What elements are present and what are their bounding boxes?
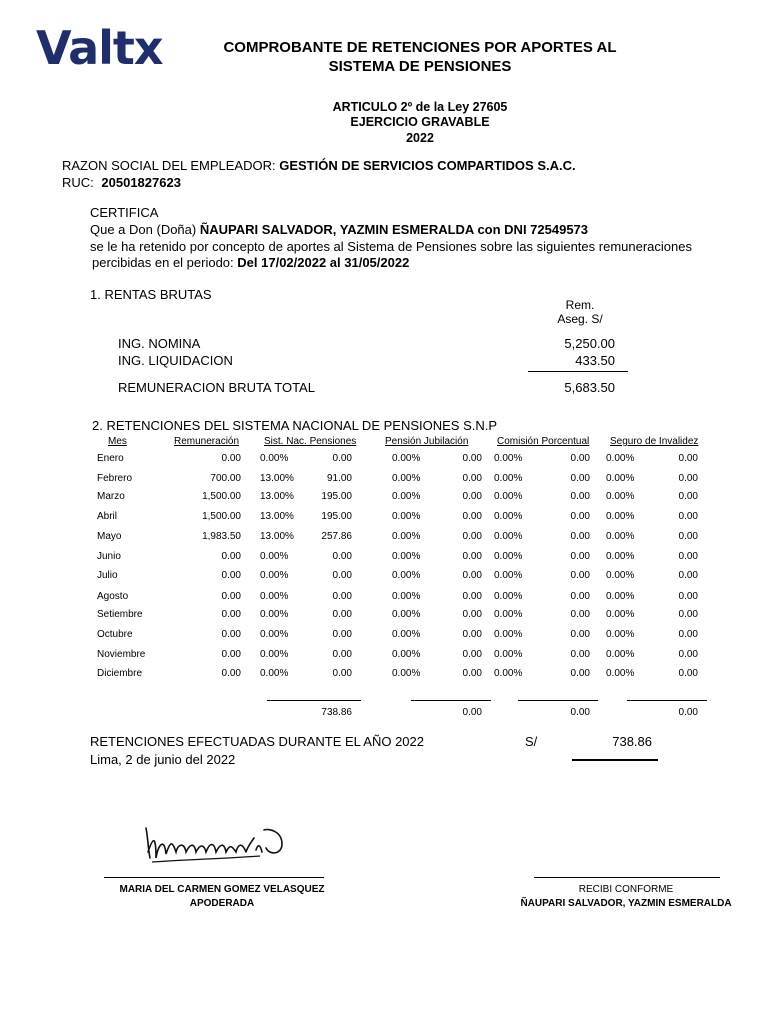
cell-snp-rate: 0.00% (260, 629, 289, 640)
cell-snp-amount: 0.00 (332, 649, 352, 660)
cell-snp-rate: 13.00% (260, 491, 294, 502)
ruc-line (62, 175, 181, 190)
total-insurance: 0.00 (678, 707, 698, 718)
cell-commission-amount: 0.00 (570, 491, 590, 502)
section1-heading: 1. RENTAS BRUTAS (90, 287, 212, 302)
col-header-commission: Comisión Porcentual (497, 436, 590, 447)
total-rule-commission (518, 700, 598, 701)
income-row-label: ING. NOMINA (118, 336, 201, 351)
cell-pension-rate: 0.00% (392, 668, 421, 679)
cell-commission-amount: 0.00 (570, 551, 590, 562)
cell-pension-amount: 0.00 (462, 629, 482, 640)
cell-pension-amount: 0.00 (462, 668, 482, 679)
cell-pension-amount: 0.00 (462, 531, 482, 542)
total-commission: 0.00 (570, 707, 590, 718)
cell-pension-amount: 0.00 (462, 649, 482, 660)
employer-label: RAZON SOCIAL DEL EMPLEADOR: (62, 158, 276, 173)
section2-heading: 2. RETENCIONES DEL SISTEMA NACIONAL DE PENSIONES S.N.P (92, 418, 498, 433)
received-label: RECIBI CONFORME (578, 884, 674, 895)
cell-pension-rate: 0.00% (392, 473, 421, 484)
cell-insurance-amount: 0.00 (678, 609, 698, 620)
cell-snp-amount: 0.00 (332, 570, 352, 581)
cell-remuneration: 1,500.00 (202, 491, 241, 502)
cell-commission-amount: 0.00 (570, 473, 590, 484)
cell-snp-rate: 13.00% (260, 473, 294, 484)
signer-role: APODERADA (189, 898, 255, 909)
cell-commission-rate: 0.00% (494, 511, 523, 522)
cell-remuneration: 0.00 (221, 453, 241, 464)
cell-insurance-amount: 0.00 (678, 531, 698, 542)
employer-name: GESTIÓN DE SERVICIOS COMPARTIDOS S.A.C. (279, 158, 576, 173)
cell-snp-rate: 0.00% (260, 551, 289, 562)
cell-insurance-rate: 0.00% (606, 531, 635, 542)
cell-month: Junio (97, 551, 121, 562)
cell-month: Mayo (97, 531, 122, 542)
cell-commission-amount: 0.00 (570, 531, 590, 542)
cell-remuneration: 0.00 (221, 570, 241, 581)
certify-prefix: Que a Don (Doña) (90, 222, 197, 237)
certify-person-line (90, 222, 588, 237)
cell-pension-amount: 0.00 (462, 511, 482, 522)
summary-label: RETENCIONES EFECTUADAS DURANTE EL AÑO 2022 (90, 734, 424, 749)
cell-snp-rate: 0.00% (260, 649, 289, 660)
receiver-name: ÑAUPARI SALVADOR, YAZMIN ESMERALDA (520, 898, 732, 909)
cell-commission-amount: 0.00 (570, 649, 590, 660)
cell-commission-amount: 0.00 (570, 668, 590, 679)
cell-snp-rate: 0.00% (260, 570, 289, 581)
cell-insurance-amount: 0.00 (678, 453, 698, 464)
cell-insurance-amount: 0.00 (678, 551, 698, 562)
cell-remuneration: 1,983.50 (202, 531, 241, 542)
cell-commission-rate: 0.00% (494, 649, 523, 660)
cell-insurance-rate: 0.00% (606, 609, 635, 620)
cell-pension-rate: 0.00% (392, 591, 421, 602)
cell-snp-rate: 0.00% (260, 668, 289, 679)
col-header-remuneration: Remuneración (174, 436, 240, 447)
summary-value: 738.86 (612, 734, 652, 749)
total-rule-insurance (627, 700, 707, 701)
col-header-pension: Pensión Jubilación (385, 436, 469, 447)
cell-insurance-rate: 0.00% (606, 649, 635, 660)
cell-commission-amount: 0.00 (570, 609, 590, 620)
cell-snp-rate: 0.00% (260, 609, 289, 620)
cell-insurance-amount: 0.00 (678, 511, 698, 522)
cell-commission-rate: 0.00% (494, 453, 523, 464)
cell-commission-rate: 0.00% (494, 551, 523, 562)
company-logo: Valtx (36, 21, 163, 75)
cell-commission-amount: 0.00 (570, 511, 590, 522)
handwritten-signature (142, 818, 292, 866)
cell-commission-amount: 0.00 (570, 453, 590, 464)
cell-remuneration: 0.00 (221, 551, 241, 562)
cell-insurance-amount: 0.00 (678, 649, 698, 660)
cell-insurance-amount: 0.00 (678, 591, 698, 602)
cell-snp-amount: 0.00 (332, 668, 352, 679)
cell-snp-rate: 0.00% (260, 591, 289, 602)
cell-pension-rate: 0.00% (392, 609, 421, 620)
place-date: Lima, 2 de junio del 2022 (90, 752, 236, 767)
cell-month: Marzo (97, 491, 125, 502)
cell-commission-rate: 0.00% (494, 570, 523, 581)
cell-insurance-rate: 0.00% (606, 629, 635, 640)
col-header-insurance: Seguro de Invalidez (610, 436, 699, 447)
cell-commission-rate: 0.00% (494, 591, 523, 602)
cell-snp-amount: 0.00 (332, 609, 352, 620)
signer-name: MARIA DEL CARMEN GOMEZ VELASQUEZ (119, 884, 325, 895)
cell-month: Diciembre (97, 668, 143, 679)
cell-pension-rate: 0.00% (392, 511, 421, 522)
cell-commission-amount: 0.00 (570, 591, 590, 602)
summary-currency: S/ (525, 734, 538, 749)
cell-insurance-amount: 0.00 (678, 473, 698, 484)
rem-col-header-line1: Rem. (565, 298, 595, 312)
cell-insurance-rate: 0.00% (606, 453, 635, 464)
employer-line (62, 158, 576, 173)
cell-insurance-amount: 0.00 (678, 629, 698, 640)
right-signature-line (534, 877, 720, 878)
cell-remuneration: 0.00 (221, 668, 241, 679)
cell-month: Octubre (97, 629, 133, 640)
cell-month: Abril (97, 511, 118, 522)
document-title-line1: COMPROBANTE DE RETENCIONES POR APORTES AL (223, 39, 617, 56)
cell-commission-rate: 0.00% (494, 473, 523, 484)
period-label: percibidas en el periodo: (92, 255, 234, 270)
cell-insurance-rate: 0.00% (606, 491, 635, 502)
cell-month: Enero (97, 453, 124, 464)
cell-insurance-amount: 0.00 (678, 570, 698, 581)
cell-remuneration: 0.00 (221, 649, 241, 660)
income-row-value: 433.50 (575, 353, 615, 368)
cell-commission-rate: 0.00% (494, 531, 523, 542)
total-rule-snp (267, 700, 361, 701)
cell-pension-rate: 0.00% (392, 649, 421, 660)
cell-remuneration: 0.00 (221, 629, 241, 640)
cell-snp-amount: 195.00 (321, 491, 352, 502)
summary-rule (572, 759, 658, 761)
cell-pension-amount: 0.00 (462, 609, 482, 620)
subtotal-rule (528, 371, 628, 372)
cell-commission-amount: 0.00 (570, 570, 590, 581)
fiscal-year: 2022 (406, 131, 434, 145)
cell-pension-amount: 0.00 (462, 453, 482, 464)
cell-commission-rate: 0.00% (494, 491, 523, 502)
cell-commission-rate: 0.00% (494, 629, 523, 640)
ruc-label: RUC: (62, 175, 94, 190)
cell-month: Agosto (97, 591, 129, 602)
cell-snp-amount: 91.00 (326, 473, 352, 484)
cell-commission-rate: 0.00% (494, 668, 523, 679)
period-value: Del 17/02/2022 al 31/05/2022 (237, 255, 410, 270)
certify-text-line1: se le ha retenido por concepto de aportes al Sistema de Pensiones sobre las siguientes remuneraciones (90, 239, 692, 254)
cell-pension-amount: 0.00 (462, 551, 482, 562)
document-title-line2: SISTEMA DE PENSIONES (328, 58, 512, 75)
cell-snp-rate: 13.00% (260, 511, 294, 522)
gross-total-value: 5,683.50 (564, 380, 615, 395)
cell-snp-amount: 257.86 (321, 531, 352, 542)
left-signature-line (104, 877, 324, 878)
cell-pension-rate: 0.00% (392, 531, 421, 542)
cell-insurance-rate: 0.00% (606, 551, 635, 562)
income-row-label: ING. LIQUIDACION (118, 353, 233, 368)
col-header-month: Mes (108, 436, 127, 447)
cell-month: Febrero (97, 473, 133, 484)
cell-snp-amount: 0.00 (332, 591, 352, 602)
cell-commission-amount: 0.00 (570, 629, 590, 640)
cell-snp-rate: 0.00% (260, 453, 289, 464)
cell-remuneration: 0.00 (221, 591, 241, 602)
law-article: ARTICULO 2º de la Ley 27605 (332, 100, 508, 114)
total-rule-pension (411, 700, 491, 701)
total-pension: 0.00 (462, 707, 482, 718)
cell-pension-rate: 0.00% (392, 453, 421, 464)
cell-insurance-rate: 0.00% (606, 668, 635, 679)
cell-insurance-rate: 0.00% (606, 570, 635, 581)
cell-insurance-rate: 0.00% (606, 511, 635, 522)
cell-snp-amount: 195.00 (321, 511, 352, 522)
cell-commission-rate: 0.00% (494, 609, 523, 620)
ruc-number: 20501827623 (101, 175, 181, 190)
cell-pension-rate: 0.00% (392, 491, 421, 502)
cell-month: Julio (97, 570, 118, 581)
gross-total-label: REMUNERACION BRUTA TOTAL (118, 380, 315, 395)
cell-remuneration: 700.00 (210, 473, 241, 484)
cell-insurance-rate: 0.00% (606, 591, 635, 602)
cell-month: Setiembre (97, 609, 143, 620)
cell-remuneration: 1,500.00 (202, 511, 241, 522)
cell-insurance-amount: 0.00 (678, 668, 698, 679)
cell-insurance-amount: 0.00 (678, 491, 698, 502)
cell-snp-amount: 0.00 (332, 453, 352, 464)
cell-snp-rate: 13.00% (260, 531, 294, 542)
cell-pension-amount: 0.00 (462, 473, 482, 484)
rem-col-header-line2: Aseg. S/ (557, 312, 603, 326)
cell-pension-amount: 0.00 (462, 591, 482, 602)
cell-pension-amount: 0.00 (462, 570, 482, 581)
employee-name-dni: ÑAUPARI SALVADOR, YAZMIN ESMERALDA con DNI 72549573 (199, 222, 589, 237)
cell-snp-amount: 0.00 (332, 551, 352, 562)
cell-remuneration: 0.00 (221, 609, 241, 620)
cell-month: Noviembre (97, 649, 146, 660)
col-header-snp: Sist. Nac. Pensiones (264, 436, 357, 447)
cell-snp-amount: 0.00 (332, 629, 352, 640)
certify-heading: CERTIFICA (90, 205, 159, 220)
cell-pension-amount: 0.00 (462, 491, 482, 502)
fiscal-year-label: EJERCICIO GRAVABLE (350, 115, 490, 129)
cell-pension-rate: 0.00% (392, 570, 421, 581)
cell-pension-rate: 0.00% (392, 551, 421, 562)
income-row-value: 5,250.00 (564, 336, 615, 351)
cell-insurance-rate: 0.00% (606, 473, 635, 484)
total-snp: 738.86 (321, 707, 352, 718)
cell-pension-rate: 0.00% (392, 629, 421, 640)
certify-text-line2 (92, 255, 409, 270)
